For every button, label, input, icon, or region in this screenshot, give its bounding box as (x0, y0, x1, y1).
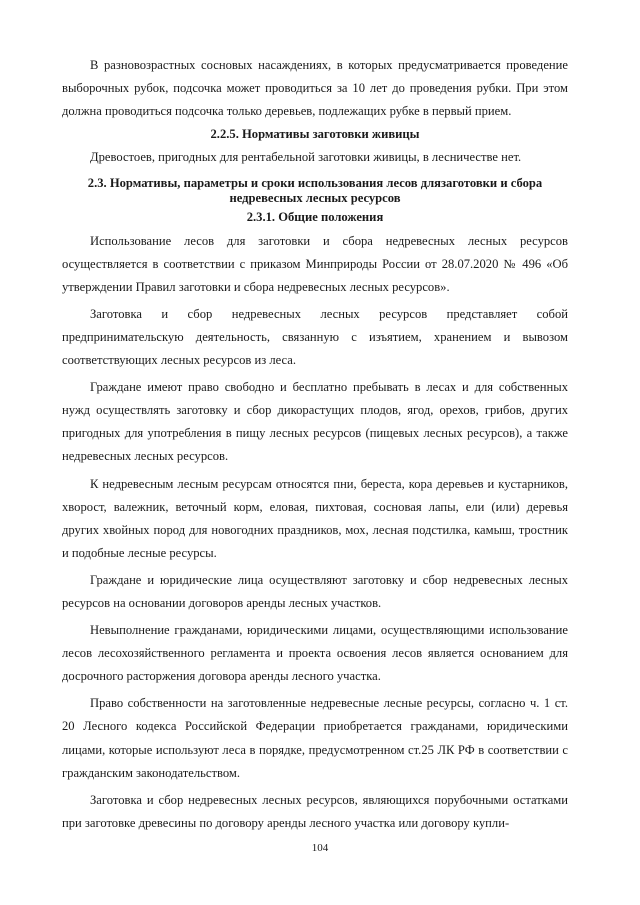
heading-2-3-1: 2.3.1. Общие положения (246, 210, 384, 225)
paragraph-logging-residues: Заготовка и сбор недревесных лесных ресурсов, являющихся порубочными остатками при заготовке древесины по договору аренды лесного участка или договору купли- (62, 792, 568, 830)
page-number: 104 (311, 842, 329, 854)
paragraph-termination: Невыполнение гражданами, юридическими лицами, осуществляющими использование лесов лесохозяйственного регламента и проекта освоения лесов является основанием для досрочного расторжения договора аренды лесного участка. (62, 623, 568, 684)
heading-2-3-line1: 2.3. Нормативы, параметры и сроки использования лесов длязаготовки и сбора (87, 176, 543, 191)
paragraph-resin: Древостоев, пригодных для рентабельной заготовки живицы, в лесничестве нет. (90, 150, 522, 165)
paragraph-intro: В разновозрастных сосновых насаждениях, в которых предусматривается проведение выборочных рубок, подсочка может проводиться за 10 лет до проведения рубки. При этом должна проводиться подсочка только деревьев, подлежащих рубке в первый прием. (62, 58, 568, 119)
paragraph-citizens-rights: Граждане имеют право свободно и бесплатно пребывать в лесах и для собственных нужд осуществлять заготовку и сбор дикорастущих плодов, ягод, орехов, грибов, других пригодных для употребления в пищу лесных ресурсов (пищевых лесных ресурсов), а также недревесных лесных ресурсов. (62, 380, 568, 464)
paragraph-ownership: Право собственности на заготовленные недревесные лесные ресурсы, согласно ч. 1 ст. 20 Лесного кодекса Российской Федерации приобретается гражданами, юридическими лицами, которые используют леса в порядке, предусмотренном ст.25 ЛК РФ в соответствии с гражданским законодательством. (62, 696, 568, 780)
document-page (62, 54, 568, 835)
paragraph-lease-basis: Граждане и юридические лица осуществляют заготовку и сбор недревесных лесных ресурсов на основании договоров аренды лесных участков. (62, 572, 568, 610)
paragraph-usage: Использование лесов для заготовки и сбора недревесных лесных ресурсов осуществляется в соответствии с приказом Минприроды России от 28.07.2020 № 496 «Об утверждении Правил заготовки и сбора недревесных лесных ресурсов». (62, 233, 568, 294)
heading-2-3 (62, 176, 568, 206)
paragraph-resources-list: К недревесным лесным ресурсам относятся пни, береста, кора деревьев и кустарников, хворост, валежник, веточный корм, еловая, пихтовая, сосновая лапы, ели (или) деревья других хвойных пород для новогодних праздников, мох, лесная подстилка, камыш, тростник и подобные лесные ресурсы. (62, 476, 568, 560)
heading-2-2-5: 2.2.5. Нормативы заготовки живицы (210, 127, 420, 142)
heading-2-3-line2: недревесных лесных ресурсов (229, 191, 401, 206)
paragraph-business: Заготовка и сбор недревесных лесных ресурсов представляет собой предпринимательскую деятельность, связанную с изъятием, хранением и вывозом соответствующих лесных ресурсов из леса. (62, 306, 568, 368)
